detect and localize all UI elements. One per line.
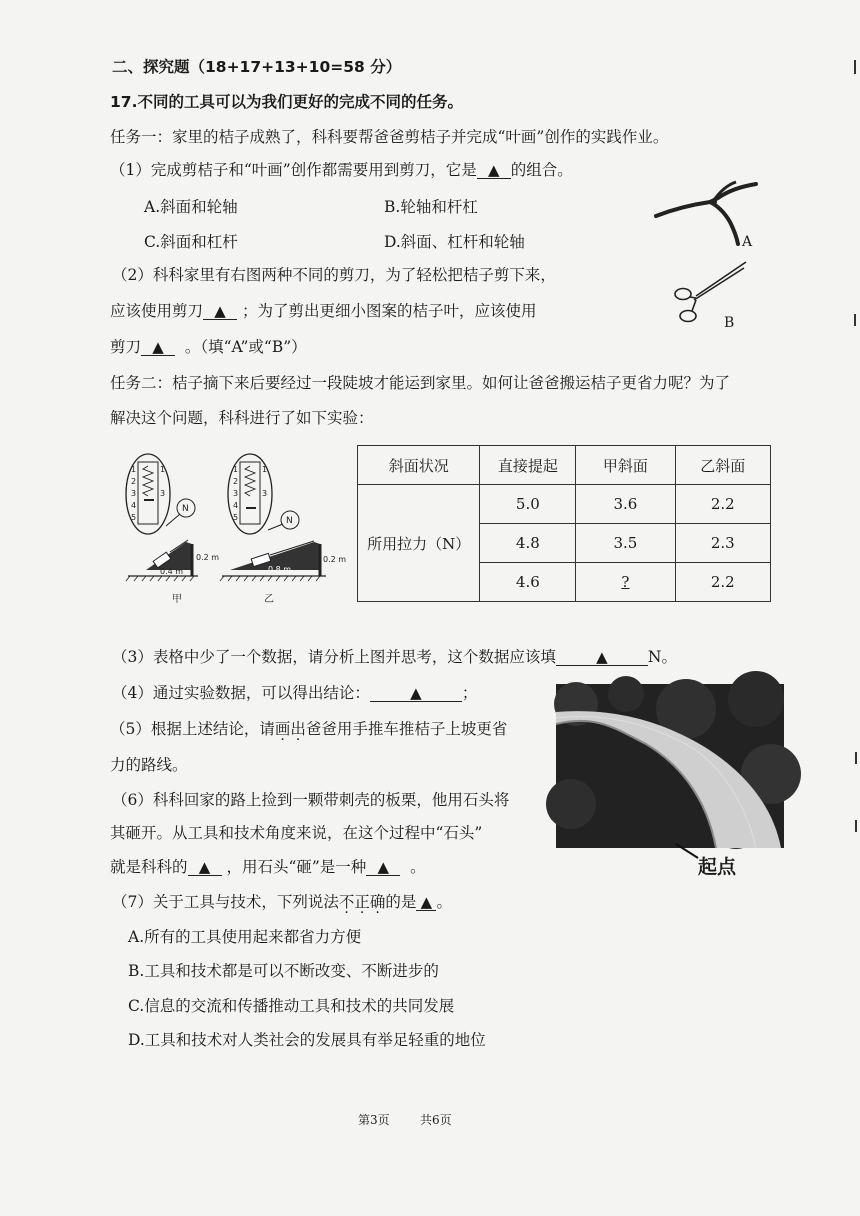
scale-tick-yi-1: 1 bbox=[233, 465, 239, 474]
scan-edge-mark bbox=[855, 752, 857, 764]
photo-caption-start-point: 起点 bbox=[698, 856, 737, 878]
table-header-cell: 斜面状况 bbox=[358, 446, 480, 485]
q6-line2: 其砸开。从工具和技术角度来说，在这个过程中“石头” bbox=[110, 824, 483, 842]
question-17-title: 17.不同的工具可以为我们更好的完成不同的任务。 bbox=[110, 93, 463, 111]
q5-line1: （5）根据上述结论，请画出爸爸用手推车推桔子上坡更省 bbox=[110, 720, 508, 738]
table-cell: 2.2 bbox=[675, 563, 770, 602]
length-yi: 0.8 m bbox=[268, 565, 292, 574]
table-cell: 4.6 bbox=[480, 563, 576, 602]
scissor-a-label: A bbox=[742, 234, 753, 250]
incline-yi bbox=[220, 454, 346, 605]
table-row-label: 所用拉力（N） bbox=[358, 485, 480, 602]
q6-answer-blank-2[interactable]: ▲ bbox=[366, 860, 400, 876]
task2-line1: 任务二：桔子摘下来后要经过一段陡坡才能运到家里。如何让爸爸搬运桔子更省力呢？为了 bbox=[110, 374, 731, 392]
q7-answer-blank[interactable]: ▲ bbox=[416, 895, 436, 911]
scale-tick-jia-3: 3 bbox=[131, 489, 137, 498]
scale-tick-jia-3-right: 3 bbox=[160, 489, 166, 498]
scissor-b-label: B bbox=[724, 315, 735, 331]
table-header-cell: 直接提起 bbox=[480, 446, 576, 485]
q2-line1: （2）科科家里有右图两种不同的剪刀，为了轻松把桔子剪下来， bbox=[112, 266, 556, 284]
table-header-row bbox=[358, 446, 771, 485]
scale-tick-jia-1-right: 1 bbox=[160, 465, 166, 474]
table-cell: 2.2 bbox=[675, 485, 770, 524]
road-photo[interactable] bbox=[556, 684, 784, 848]
label-yi: 乙 bbox=[264, 594, 274, 605]
scale-tick-jia-2: 2 bbox=[131, 477, 137, 486]
q1-option-a: A.斜面和轮轴 bbox=[144, 198, 238, 216]
road-photo-image bbox=[556, 684, 784, 848]
section-title: 二、探究题（18+17+13+10=58 分） bbox=[112, 58, 402, 76]
page-number: 第3页 bbox=[358, 1113, 390, 1127]
q1-option-d: D.斜面、杠杆和轮轴 bbox=[384, 233, 525, 251]
incline-jia bbox=[126, 454, 219, 605]
q7-option-a: A.所有的工具使用起来都省力方便 bbox=[128, 928, 362, 946]
q1-answer-blank[interactable]: ▲ bbox=[477, 163, 511, 179]
newton-meter-label-jia: N bbox=[182, 504, 189, 514]
q4-stem: （4）通过实验数据，可以得出结论： ▲ ； bbox=[112, 684, 478, 702]
q7-stem: （7）关于工具与技术，下列说法不正确的是 ▲ 。 bbox=[112, 893, 452, 911]
table-header-cell: 甲斜面 bbox=[576, 446, 675, 485]
q7-option-b: B.工具和技术都是可以不断改变、不断进步的 bbox=[128, 962, 439, 980]
height-jia: 0.2 m bbox=[196, 553, 220, 562]
scan-edge-mark bbox=[855, 820, 857, 832]
page-total: 共6页 bbox=[420, 1113, 452, 1127]
q6-answer-blank-1[interactable]: ▲ bbox=[188, 860, 222, 876]
q6-line1: （6）科科回家的路上捡到一颗带刺壳的板栗，他用石头将 bbox=[112, 791, 510, 809]
q7-option-c: C.信息的交流和传播推动工具和技术的共同发展 bbox=[128, 997, 455, 1015]
table-cell: 5.0 bbox=[480, 485, 576, 524]
fine-scissors-icon bbox=[666, 258, 751, 328]
q2-line2: 应该使用剪刀 ▲ ；为了剪出更细小图案的桔子叶，应该使用 bbox=[110, 302, 537, 320]
scale-tick-jia-5: 5 bbox=[131, 513, 137, 522]
table-cell: 3.5 bbox=[576, 524, 675, 563]
scan-edge-mark bbox=[854, 60, 856, 74]
q5-line2: 力的路线。 bbox=[110, 756, 188, 774]
scale-tick-yi-3: 3 bbox=[233, 489, 239, 498]
table-missing-cell[interactable]: ? bbox=[576, 563, 675, 602]
scale-tick-yi-1-right: 1 bbox=[262, 465, 268, 474]
incline-experiment-diagram bbox=[118, 452, 347, 612]
table-cell: 2.3 bbox=[675, 524, 770, 563]
q2-answer-blank-2[interactable]: ▲ bbox=[141, 340, 175, 356]
newton-meter-label-yi: N bbox=[286, 516, 293, 526]
q7-option-d: D.工具和技术对人类社会的发展具有举足轻重的地位 bbox=[128, 1031, 486, 1049]
label-jia: 甲 bbox=[172, 594, 182, 605]
length-jia: 0.4 m bbox=[160, 567, 184, 576]
scale-tick-jia-4: 4 bbox=[131, 501, 137, 510]
q1-stem: （1）完成剪桔子和“叶画”创作都需要用到剪刀，它是 ▲ 的组合。 bbox=[110, 161, 573, 179]
q1-option-b: B.轮轴和杆杠 bbox=[384, 198, 478, 216]
experiment-data-table bbox=[357, 445, 771, 602]
task2-line2: 解决这个问题，科科进行了如下实验： bbox=[110, 409, 374, 427]
table-cell: 4.8 bbox=[480, 524, 576, 563]
scale-tick-yi-2: 2 bbox=[233, 477, 239, 486]
table-cell: 3.6 bbox=[576, 485, 675, 524]
task1-text: 任务一：家里的桔子成熟了，科科要帮爸爸剪桔子并完成“叶画”创作的实践作业。 bbox=[110, 128, 669, 146]
scale-tick-yi-3-right: 3 bbox=[262, 489, 268, 498]
q2-answer-blank-1[interactable]: ▲ bbox=[203, 304, 237, 320]
table-row bbox=[358, 485, 771, 524]
q3-stem: （3）表格中少了一个数据，请分析上图并思考，这个数据应该填 ▲ N。 bbox=[112, 648, 677, 666]
scan-edge-mark bbox=[854, 314, 856, 326]
q6-line3: 就是科科的 ▲ ，用石头“砸”是一种 ▲ 。 bbox=[110, 858, 426, 876]
q2-line3: 剪刀 ▲ 。（填“A”或“B”） bbox=[110, 338, 307, 356]
q3-answer-blank[interactable]: ▲ bbox=[556, 650, 648, 666]
height-yi: 0.2 m bbox=[323, 555, 347, 564]
scale-tick-yi-5: 5 bbox=[233, 513, 239, 522]
q1-option-c: C.斜面和杠杆 bbox=[144, 233, 238, 251]
q4-answer-blank[interactable]: ▲ bbox=[370, 686, 462, 702]
scale-tick-jia-1: 1 bbox=[131, 465, 137, 474]
scale-tick-yi-4: 4 bbox=[233, 501, 239, 510]
table-header-cell: 乙斜面 bbox=[675, 446, 770, 485]
